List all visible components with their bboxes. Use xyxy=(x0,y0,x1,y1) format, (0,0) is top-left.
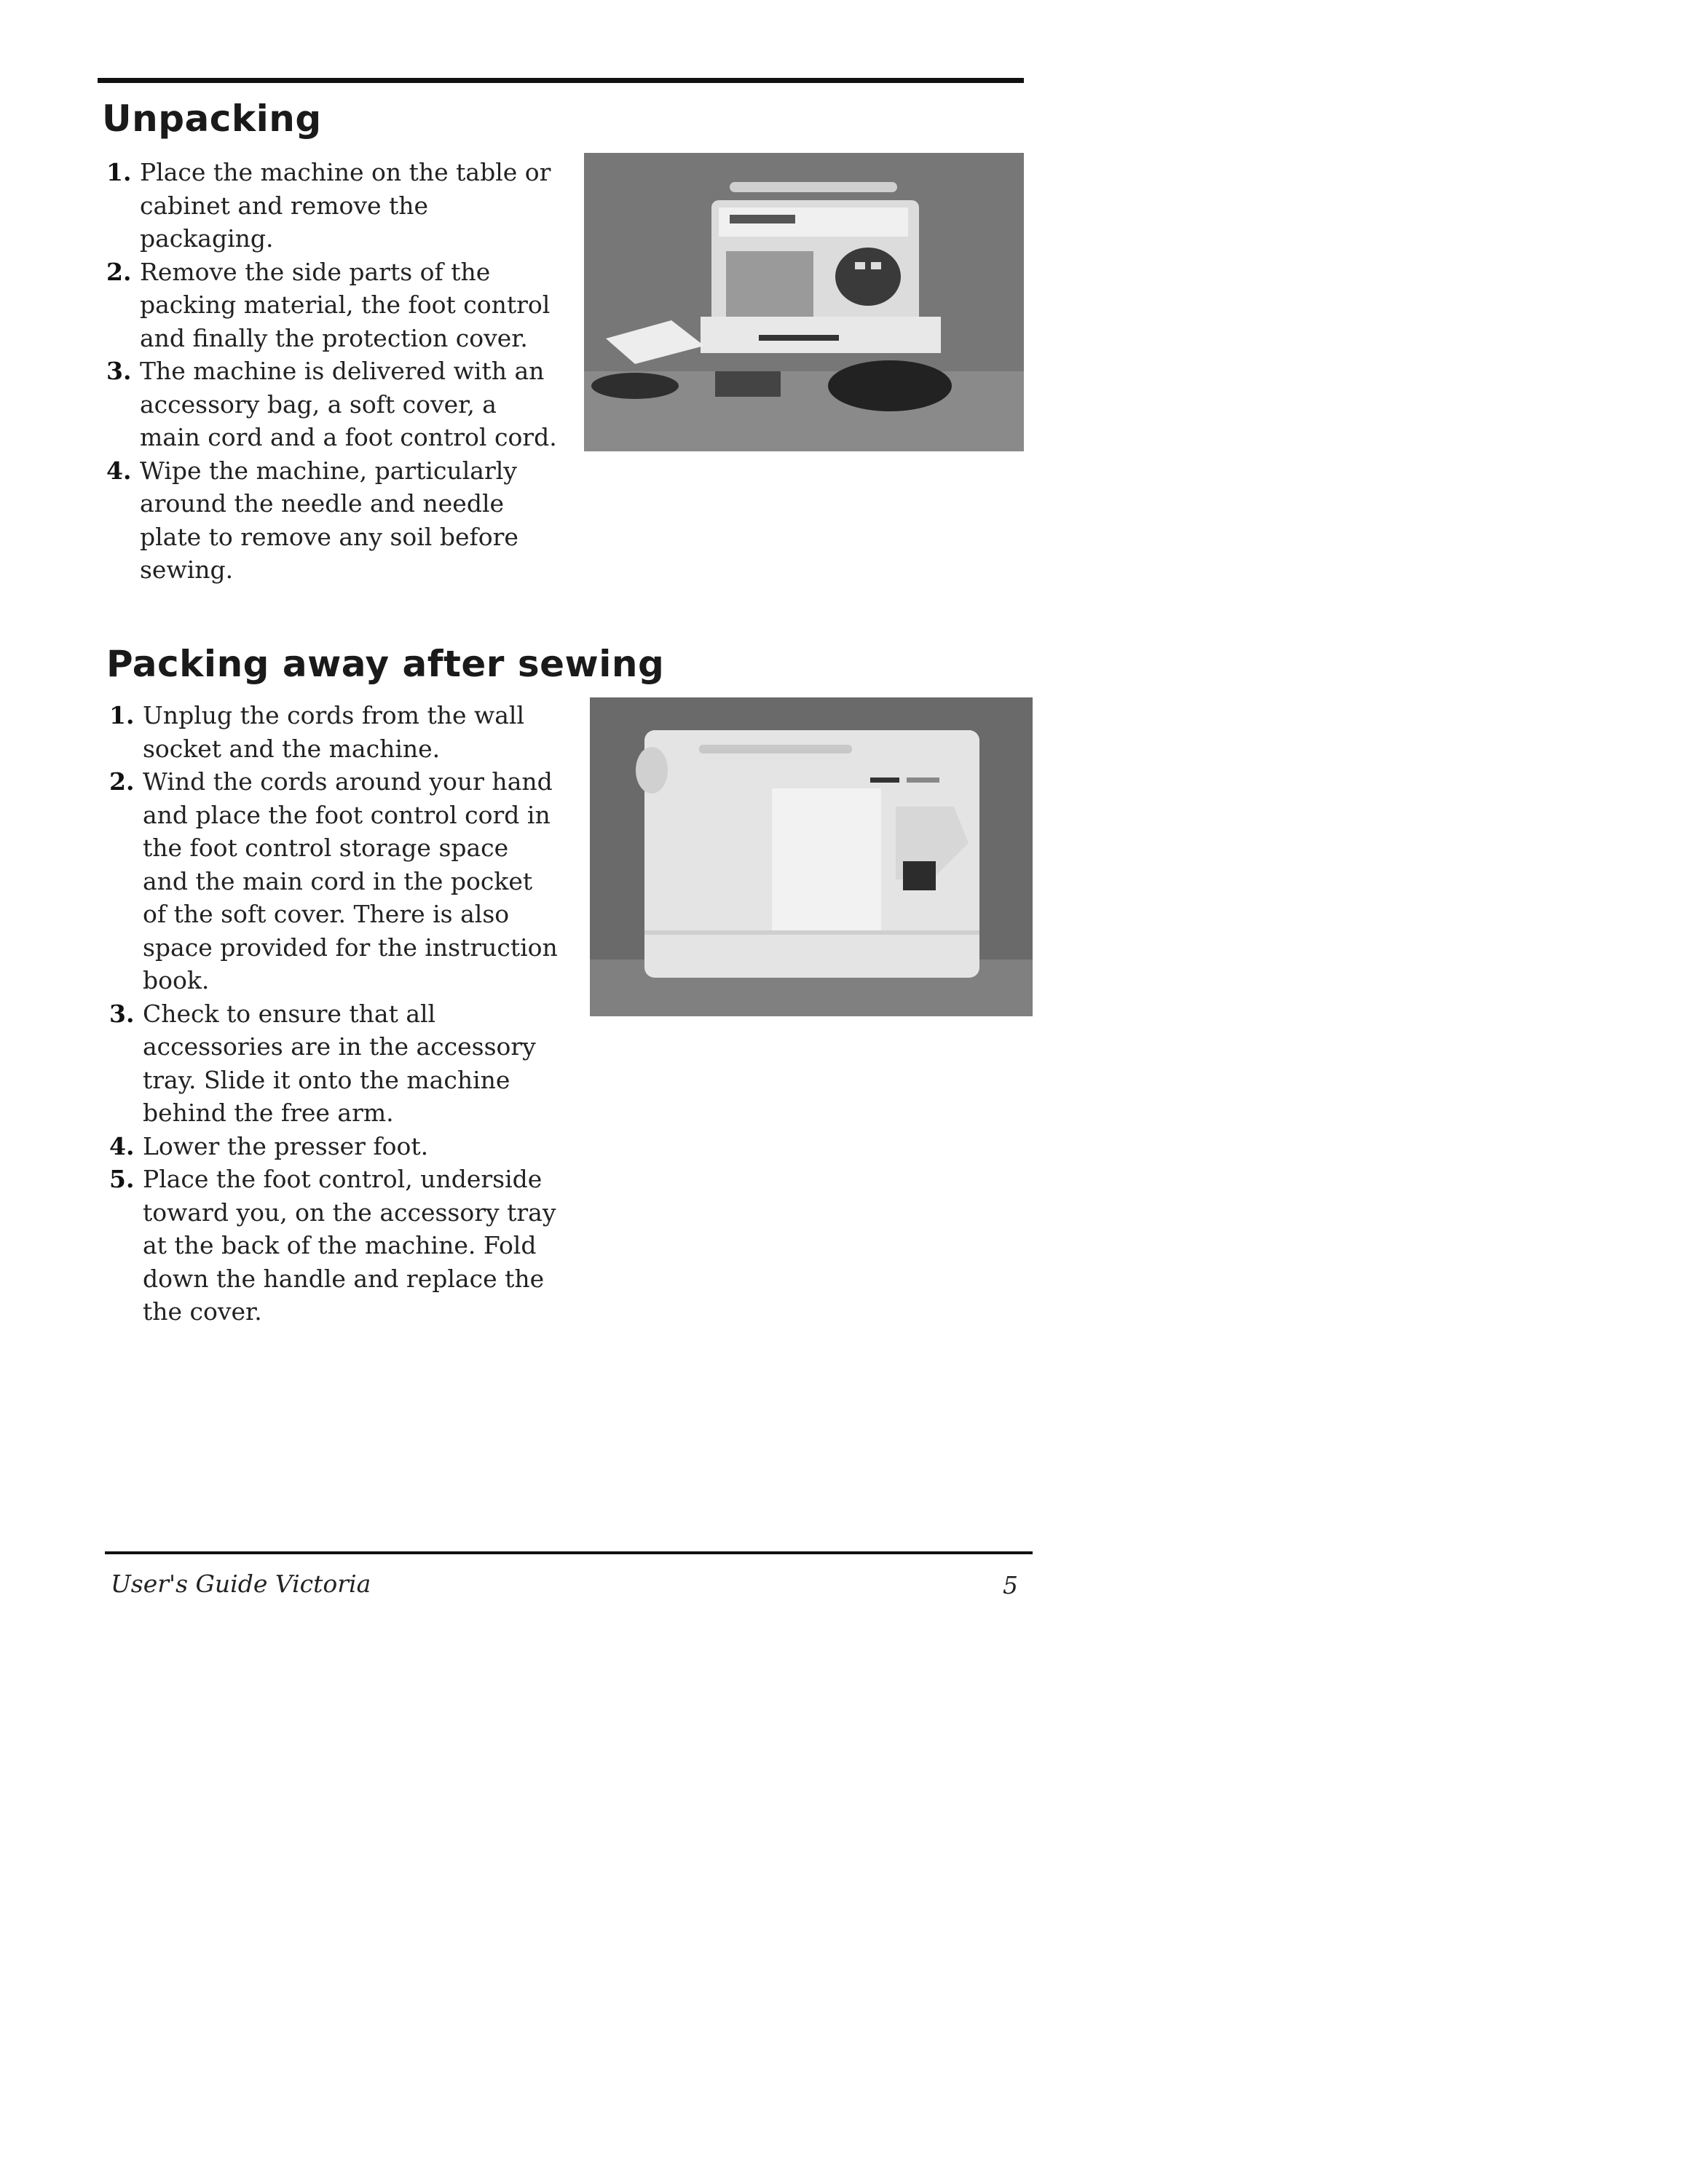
step-text: The machine is delivered with an accessory bag, a soft cover, a main cord and a foot control cord. xyxy=(140,357,557,451)
packing-photo xyxy=(590,697,1033,1016)
list-item xyxy=(109,1130,561,1163)
list-item xyxy=(109,765,561,997)
step-text: Unplug the cords from the wall socket and the machine. xyxy=(143,701,525,763)
page-number: 5 xyxy=(1003,1571,1018,1599)
packing-steps xyxy=(109,699,561,1329)
heading-packing-away: Packing away after sewing xyxy=(106,643,665,685)
list-item xyxy=(106,256,558,355)
step-number: 4. xyxy=(109,1131,135,1160)
footer-rule xyxy=(105,1551,1033,1554)
sewing-machine-with-accessories-illustration xyxy=(584,153,1024,451)
step-text: Lower the presser foot. xyxy=(143,1131,429,1160)
heading-unpacking: Unpacking xyxy=(102,98,322,140)
list-item xyxy=(106,355,558,454)
step-number: 1. xyxy=(106,158,132,186)
step-text: Check to ensure that all accessories are in the accessory tray. Slide it onto the machine behind the free arm. xyxy=(143,999,536,1127)
step-text: Place the machine on the table or cabinet and remove the packaging. xyxy=(140,158,551,253)
step-text: Place the foot control, underside toward you, on the accessory tray at the back of the machine. Fold down the handle and replace the the cover. xyxy=(143,1165,556,1326)
unpacking-photo xyxy=(584,153,1024,451)
unpacking-steps xyxy=(106,156,558,587)
step-number: 2. xyxy=(106,257,132,286)
step-text: Remove the side parts of the packing material, the foot control and finally the protection cover. xyxy=(140,257,551,352)
step-number: 3. xyxy=(109,999,135,1028)
step-number: 4. xyxy=(106,456,132,485)
covered-sewing-machine-illustration xyxy=(590,697,1033,1016)
list-item xyxy=(109,699,561,765)
list-item xyxy=(109,997,561,1130)
list-item xyxy=(109,1163,561,1329)
top-rule xyxy=(98,78,1024,83)
step-number: 2. xyxy=(109,767,135,796)
step-number: 5. xyxy=(109,1165,135,1193)
list-item xyxy=(106,454,558,587)
footer-title: User's Guide Victoria xyxy=(111,1570,371,1598)
step-text: Wind the cords around your hand and place the foot control cord in the foot control storage space and the main cord in the pocket of the soft cover. There is also space provided for the instruction book. xyxy=(143,767,558,994)
list-item xyxy=(106,156,558,256)
step-text: Wipe the machine, particularly around the needle and needle plate to remove any soil before sewing. xyxy=(140,456,518,584)
step-number: 1. xyxy=(109,701,135,729)
step-number: 3. xyxy=(106,357,132,385)
